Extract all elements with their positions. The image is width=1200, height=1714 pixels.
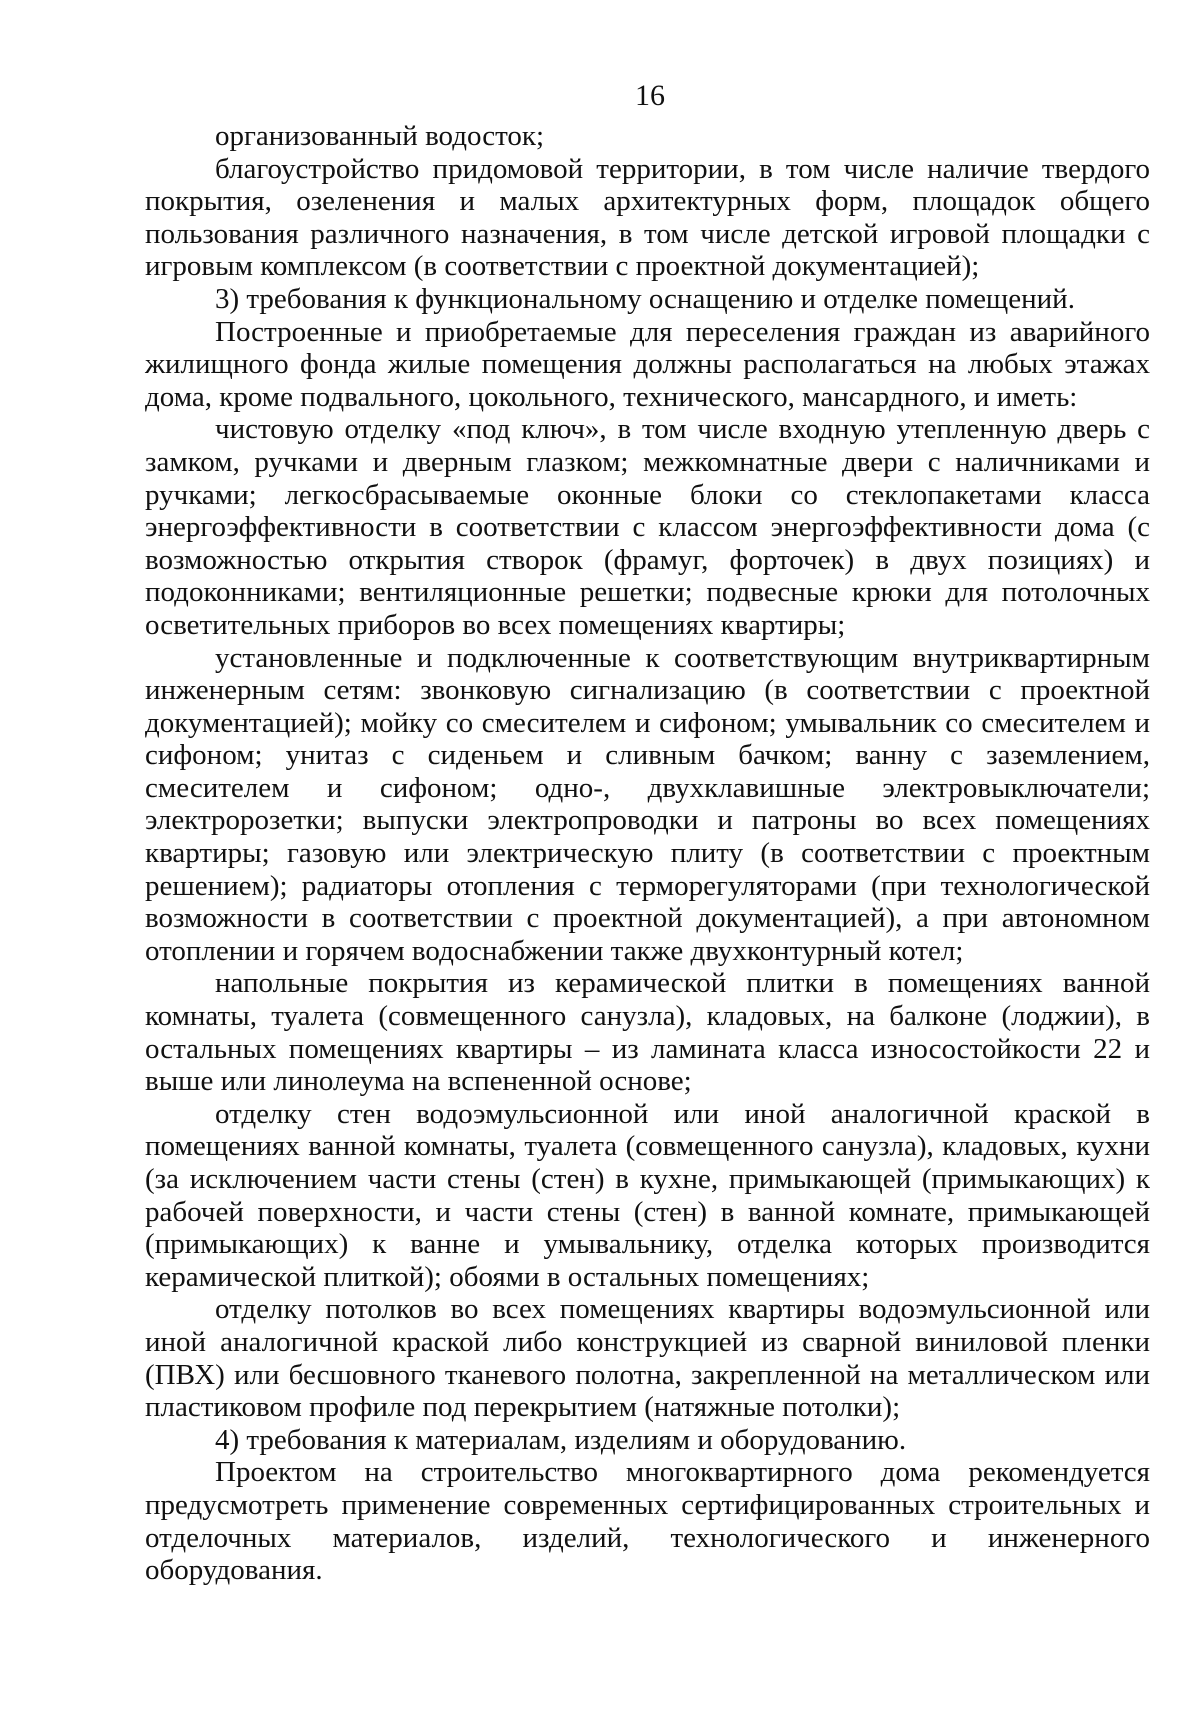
paragraph: отделку потолков во всех помещениях квартиры водоэмульсионной или иной аналогичной краской либо конструкцией из сварной виниловой пленки (ПВХ) или бесшовного тканевого полотна, закрепленной на металлическом или пластиковом профиле под перекрытием (натяжные потолки); (145, 1293, 1150, 1424)
paragraph: установленные и подключенные к соответствующим внутриквартирным инженерным сетям: звонковую сигнализацию (в соответствии с проектной документацией); мойку со смесителем и сифоном; умывальник со смесителем и сифоном; унитаз с сиденьем и сливным бачком; ванну с заземлением, смесителем и сифоном; одно-, двухклавишные электровыключатели; электророзетки; выпуски электропроводки и патроны во всех помещениях квартиры; газовую или электрическую плиту (в соответствии с проектным решением); радиаторы отопления с терморегуляторами (при технологической возможности в соответствии с проектной документацией), а при автономном отоплении и горячем водоснабжении также двухконтурный котел; (145, 641, 1150, 967)
page-number: 16 (635, 79, 665, 112)
paragraph: напольные покрытия из керамической плитки в помещениях ванной комнаты, туалета (совмещенного санузла), кладовых, на балконе (лоджии), в остальных помещениях квартиры – из ламината класса износостойкости 22 и выше или линолеума на вспененной основе; (145, 967, 1150, 1098)
paragraph: организованный водосток; (215, 120, 545, 152)
paragraph: отделку стен водоэмульсионной или иной аналогичной краской в помещениях ванной комнаты, туалета (совмещенного санузла), кладовых, кухни (за исключением части стены (стен) в кухне, примыкающей (примыкающих) к рабочей поверхности, и части стены (стен) в ванной комнате, примыкающей (примыкающих) к ванне и умывальнику, отделка которых производится керамической плиткой); обоями в остальных помещениях; (145, 1097, 1150, 1293)
paragraph: 3) требования к функциональному оснащению и отделке помещений. (215, 282, 1075, 315)
paragraph: 4) требования к материалам, изделиям и оборудованию. (215, 1423, 907, 1456)
document-body (145, 120, 1150, 1587)
paragraph: благоустройство придомовой территории, в том числе наличие твердого покрытия, озеленения и малых архитектурных форм, площадок общего пользования различного назначения, в том числе детской игровой площадки с игровым комплексом (в соответствии с проектной документацией); (145, 152, 1150, 283)
paragraph: Построенные и приобретаемые для переселения граждан из аварийного жилищного фонда жилые помещения должны располагаться на любых этажах дома, кроме подвального, цокольного, технического, мансардного, и иметь: (145, 315, 1150, 413)
paragraph: чистовую отделку «под ключ», в том числе входную утепленную дверь с замком, ручками и дверным глазком; межкомнатные двери с наличниками и ручками; легкосбрасываемые оконные блоки со стеклопакетами класса энергоэффективности в соответствии с классом энергоэффективности дома (с возможностью открытия створок (фрамуг, форточек) в двух позициях) и подоконниками; вентиляционные решетки; подвесные крюки для потолочных осветительных приборов во всех помещениях квартиры; (145, 413, 1150, 641)
paragraph: Проектом на строительство многоквартирного дома рекомендуется предусмотреть применение современных сертифицированных строительных и отделочных материалов, изделий, технологического и инженерного оборудования. (145, 1456, 1150, 1587)
